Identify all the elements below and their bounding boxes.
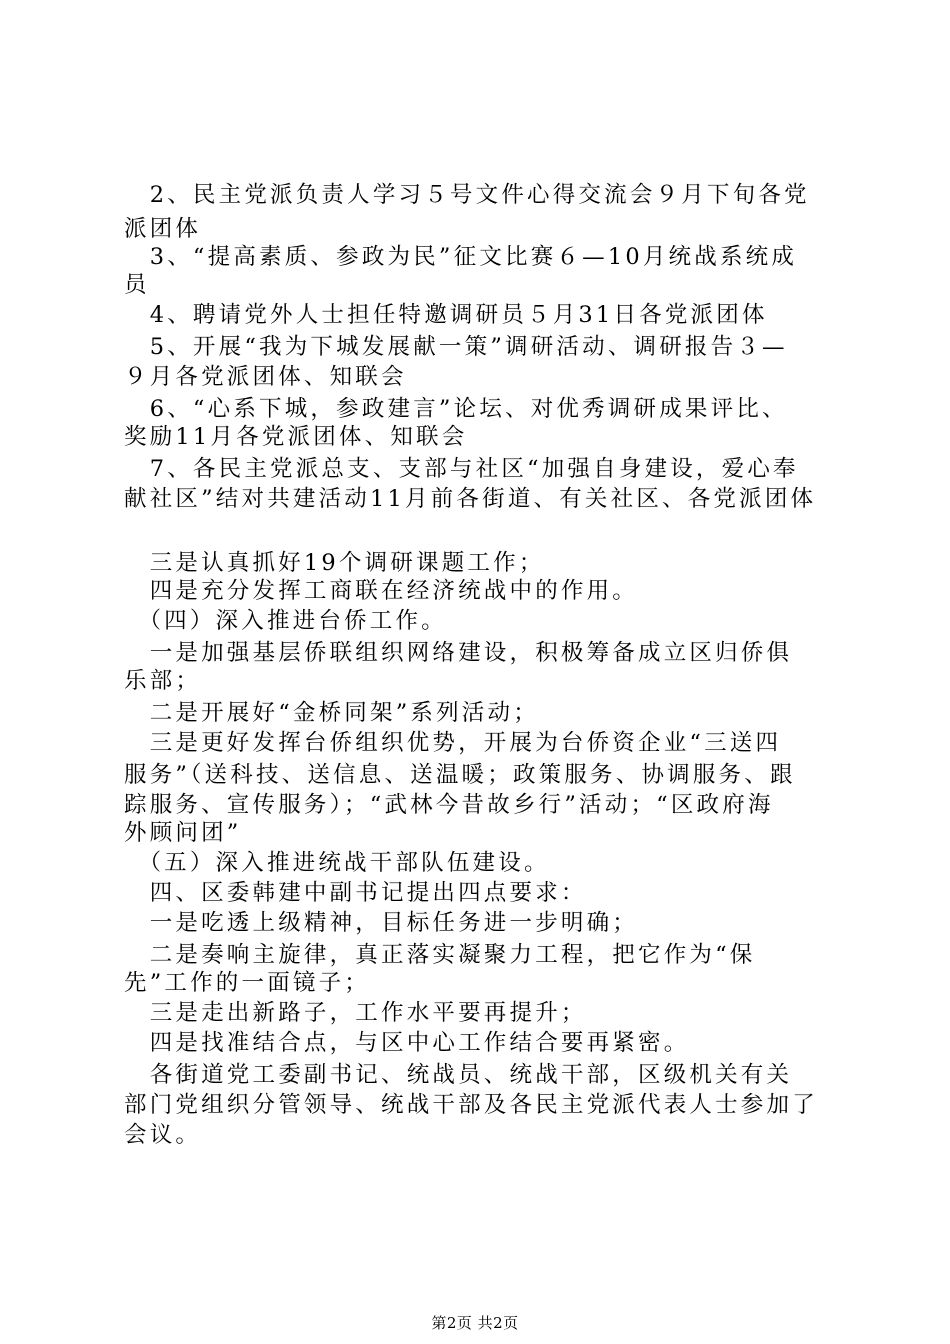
text-line: 2、民主党派负责人学习５号文件心得交流会９月下旬各党	[124, 182, 810, 208]
text-line: 服务”（送科技、送信息、送温暖；政策服务、协调服务、跟	[124, 762, 796, 788]
text-line: 一是加强基层侨联组织网络建设，积极筹备成立区归侨俱	[124, 640, 793, 666]
text-line: 四是找准结合点，与区中心工作结合要再紧密。	[124, 1030, 690, 1056]
text-line: 7、各民主党派总支、支部与社区“加强自身建设，爱心奉	[124, 456, 799, 482]
text-line: 三是认真抓好19个调研课题工作；	[124, 550, 545, 576]
text-line: 乐部；	[124, 668, 202, 694]
text-line: 献社区”结对共建活动11月前各街道、有关社区、各党派团体	[124, 486, 817, 512]
text-line: （五）深入推进统战干部队伍建设。	[124, 850, 550, 876]
text-line: 4、聘请党外人士担任特邀调研员５月31日各党派团体	[124, 302, 768, 328]
text-line: 员	[124, 272, 150, 298]
text-line: 二是开展好“金桥同架”系列活动；	[124, 700, 539, 726]
text-line: 先”工作的一面镜子；	[124, 970, 371, 996]
text-line: 一是吃透上级精神，目标任务进一步明确；	[124, 910, 639, 936]
text-line: 各街道党工委副书记、统战员、统战干部，区级机关有关	[124, 1062, 793, 1088]
text-line: 6、“心系下城，参政建言”论坛、对优秀调研成果评比、	[124, 396, 788, 422]
text-line: 3、“提高素质、参政为民”征文比赛６—10月统战系统成	[124, 244, 798, 270]
text-line: ９月各党派团体、知联会	[124, 364, 407, 390]
text-line: 二是奏响主旋律，真正落实凝聚力工程，把它作为“保	[124, 942, 756, 968]
text-line: 会议。	[124, 1122, 202, 1148]
text-line: 踪服务、宣传服务）；“武林今昔故乡行”活动；“区政府海	[124, 792, 774, 818]
text-line: 三是更好发挥台侨组织优势，开展为台侨资企业“三送四	[124, 730, 782, 756]
page-footer: 第2页 共2页	[431, 1314, 519, 1332]
text-line: 三是走出新路子，工作水平要再提升；	[124, 1000, 587, 1026]
text-line: 外顾问团”	[124, 820, 242, 846]
text-line: （四）深入推进台侨工作。	[124, 608, 447, 634]
text-line: 5、开展“我为下城发展献一策”调研活动、调研报告３—	[124, 334, 788, 360]
text-line: 奖励11月各党派团体、知联会	[124, 424, 468, 450]
text-line: 四、区委韩建中副书记提出四点要求：	[124, 880, 587, 906]
text-line: 四是充分发挥工商联在经济统战中的作用。	[124, 578, 639, 604]
text-line: 派团体	[124, 216, 202, 242]
text-line: 部门党组织分管领导、统战干部及各民主党派代表人士参加了	[124, 1092, 818, 1118]
